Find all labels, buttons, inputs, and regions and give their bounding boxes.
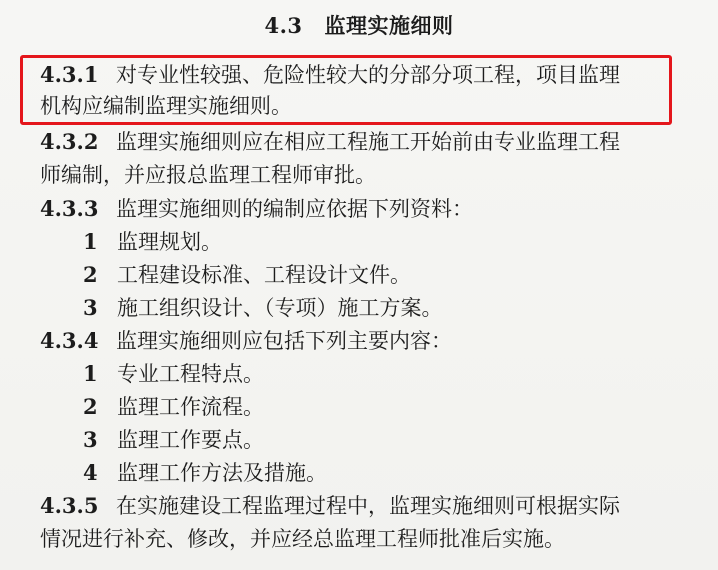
section-heading	[0, 10, 718, 40]
item-number: 1	[83, 229, 98, 254]
item-text: 工程建设标准、工程设计文件。	[117, 263, 411, 287]
list-item	[83, 260, 411, 290]
item-number: 1	[83, 361, 98, 386]
clause-text: 师编制，并应报总监理工程师审批。	[40, 163, 376, 187]
clause-number: 4.3.4	[40, 328, 99, 353]
item-number: 2	[83, 262, 98, 287]
clause-text: 监理实施细则应在相应工程施工开始前由专业监理工程	[116, 130, 620, 154]
clause-text: 监理实施细则的编制应依据下列资料：	[116, 197, 473, 221]
item-number: 3	[83, 295, 98, 320]
clause-4-3-5-line-1	[40, 491, 620, 521]
clause-number: 4.3.2	[40, 129, 99, 154]
clause-4-3-3-line-1	[40, 194, 473, 224]
clause-number: 4.3.5	[40, 493, 99, 518]
clause-4-3-1-line-2	[40, 91, 292, 121]
item-number: 3	[83, 427, 98, 452]
clause-text: 情况进行补充、修改，并应经总监理工程师批准后实施。	[40, 527, 565, 551]
item-number: 2	[83, 394, 98, 419]
clause-4-3-2-line-2	[40, 160, 376, 190]
item-text: 专业工程特点。	[117, 362, 264, 386]
clause-text: 机构应编制监理实施细则。	[40, 94, 292, 118]
item-text: 监理工作要点。	[117, 428, 264, 452]
section-title: 监理实施细则	[324, 13, 454, 38]
item-text: 施工组织设计、（专项）施工方案。	[117, 296, 443, 320]
section-number: 4.3	[264, 13, 303, 38]
clause-text: 对专业性较强、危险性较大的分部分项工程，项目监理	[116, 63, 620, 87]
clause-4-3-5-line-2	[40, 524, 565, 554]
item-number: 4	[83, 460, 98, 485]
clause-text: 监理实施细则应包括下列主要内容：	[116, 329, 452, 353]
list-item	[83, 425, 264, 455]
item-text: 监理工作流程。	[117, 395, 264, 419]
list-item	[83, 458, 327, 488]
clause-number: 4.3.1	[40, 62, 99, 87]
list-item	[83, 392, 264, 422]
clause-4-3-2-line-1	[40, 127, 620, 157]
list-item	[83, 227, 222, 257]
clause-4-3-4-line-1	[40, 326, 452, 356]
list-item	[83, 293, 443, 323]
clause-number: 4.3.3	[40, 196, 99, 221]
clause-4-3-1-line-1	[40, 60, 620, 90]
list-item	[83, 359, 264, 389]
clause-text: 在实施建设工程监理过程中，监理实施细则可根据实际	[116, 494, 620, 518]
item-text: 监理规划。	[117, 230, 222, 254]
item-text: 监理工作方法及措施。	[117, 461, 327, 485]
